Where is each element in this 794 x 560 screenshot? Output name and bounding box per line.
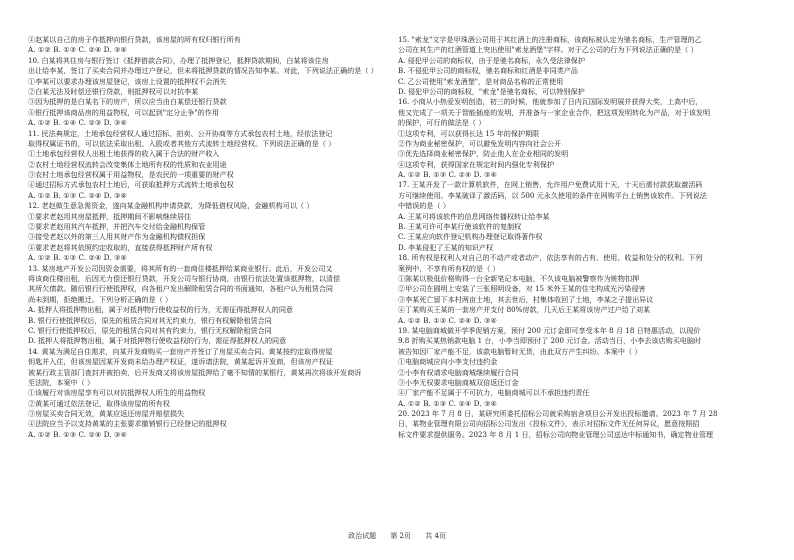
answer-options-line: A. ①② B. ①③ C. ②④ D. ③④ [398, 170, 497, 180]
text-line: D. 抵押人将抵押物出租，属于对抵押物行使收益权的行为，需征得抵押权人的同意 [28, 336, 287, 346]
text-line: 他又完成了一项关于智能插座的发明，并准备与一家企业合作，把这项发明转化为产品，对于该发明 [398, 107, 711, 117]
answer-options-line: A. ①② B. ①④ C. ②③ D. ③④ [28, 118, 127, 128]
footer-page-number: 第 2页 [390, 532, 411, 540]
text-line: ②甲公司在圆明上安装了三张照明设备，对 15 米外王某的住宅构成光污染侵害 [398, 284, 646, 294]
text-line: ③因为抵押的是白某名下的房产，所以应当由白某偿还银行贷款 [28, 97, 227, 107]
text-line: 17. 王某开发了一款计算机软件，在网上销售，允许用户免费试用十天，十天后需付款获取激活码 [398, 180, 703, 190]
text-line: B. 银行行使抵押权后，原先的租赁合同对其无约束力，银行有权解除租赁合同 [28, 315, 272, 325]
text-line: 14. 黄某为满足自住需求，向某开发商购买一套房产并签订了房屋买卖合同。黄某按约定取得房屋 [28, 346, 333, 356]
right-column [398, 35, 776, 440]
text-line: ②要求老赵用其汽车抵押，并把汽车交付给金融机构保管 [28, 222, 206, 232]
text-line: 13. 某房地产开发公司因资金需要，将其所有的一套商住楼抵押给某商业银行。此后，开发公司又 [28, 263, 333, 273]
text-line: ②作为商业秘密保护，可以避免发明内容向社会公开 [398, 138, 562, 148]
text-line: 9.8 折购买某热销款电脑 1 台，小李当即预付了 200 元订金。活动当日，小李去该店购买电脑时 [398, 336, 702, 346]
text-line: 标文件要求提供服务。2023 年 8 月 1 日，招标公司向物业管理公司送达中标通知书，确定物业管理 [398, 429, 714, 439]
text-line: 案例中，不享有所有权的是（ ） [398, 263, 500, 273]
text-line: 钥匙并入住，但该房屋因某开发商未给办理产权证，遂诉请法院，黄某起诉开发商，但该房产权证 [28, 357, 334, 367]
text-line: 10. 白某将其住房与银行签订《抵押借款合同》，办理了抵押登记，抵押贷款期间，白某将该住房 [28, 55, 329, 65]
text-line: ③李某死亡留下本村两亩土地，其去世后，村集体收回了土地，李某之子提出异议 [398, 294, 654, 304]
text-line: 15. "索龙"文字是甲珠酒公司用于其红酒上的注册商标，该商标被认定为驰名商标，生产管理的乙 [398, 35, 702, 44]
text-line: 至法院，本案中（ ） [28, 377, 95, 387]
answer-options-line: A. ①② B. ①③ C. ②④ D. ③④ [28, 429, 127, 439]
text-line: ①电脑商城应向小李支付违约金 [398, 357, 498, 367]
text-line: 其所欠债款。随后银行行使抵押权，向各租户发出解除租赁合同的书面通知，各租户认为租赁合同 [28, 284, 334, 294]
text-line: ①该履行对该房屋享有可以对抗抵押权人所生的用益物权 [28, 388, 206, 398]
text-line: ①陈某以极低价格购得一台全新笔记本电脑，不久该电脑被警察作为赃物扣押 [398, 273, 640, 283]
text-line: 尚未到期，拒绝搬迁。下列分析正确的是（ ） [28, 294, 173, 304]
text-line: 11. 民法典规定，土地承包经营权人通过招标、拍卖、公开协商等方式承包农村土地，经依法登记 [28, 128, 333, 138]
text-line: 方可继续使用。李某破译了激活码，以 500 元永久使用的条件在网购平台上销售该软件。下列说法 [398, 190, 707, 200]
answer-options-line: A. ①② B. ①③ C. ②④ D. ③④ [28, 45, 127, 55]
answer-options-line: A. ①② B. ①③ C. ②④ D. ③④ [398, 398, 497, 408]
text-line: ③房屋买卖合同无效，黄某应返还房屋并赔偿损失 [28, 409, 185, 419]
text-line: A. 抵押人将抵押物出租，属于对抵押物行使收益权的行为，无需征得抵押权人的同意 [28, 305, 294, 315]
text-line: B. 王某可许可李某行使该软件的复制权 [398, 222, 522, 232]
answer-options-line: A. ①② B. ①③ C. ②④ D. ③④ [28, 253, 127, 263]
text-line: ①这项专利，可以获得长达 15 年的保护期限 [398, 128, 540, 138]
text-line: ④银行抵押该商品房的用益物权，可以起到"定分止争"的作用 [28, 107, 219, 117]
answer-options-line: A. ①② B. ①③ C. ②④ D. ③④ [398, 315, 497, 325]
text-line: 将该商住楼出租，后因无力偿还银行贷款，开发公司与银行协商，由银行依法处置该抵押物，以清偿 [28, 273, 341, 283]
text-line: ②黄某可通过依法登记，取得该房屋的所有权 [28, 398, 170, 408]
text-line: 12. 老赵做生意急需资金，遂向某金融机构申请贷款，为降低借权风险，金融机构可以（ ） [28, 201, 314, 211]
text-line: 被告知因厂家产能不足，该款电脑暂时无货，由此双方产生纠纷。本案中（ ） [398, 346, 642, 356]
text-line: 日，某物业管理有限公司向招标公司发出《投标文件》，表示对招标文件无任何异议，愿意按照招 [398, 419, 700, 429]
text-line: D. 侵犯甲公司的商标权，"索龙"是驰名商标，可以特别保护 [398, 86, 585, 96]
text-line: 取得权属证书的，可以依法采取出租、入股或者其他方式流转土地经营权。下列说法正确的是（ ） [28, 138, 336, 148]
text-line: ④法院应当予以支持黄某的主张要求撤销银行已经登记的抵押权 [28, 419, 227, 429]
text-line: ③接受老赵以外的第三人用其财产作为金融机构债权担保 [28, 232, 206, 242]
text-line: C. 王某应向软件登记机构办理登记取得著作权 [398, 232, 543, 242]
text-line: ④赵某以自己的房子作抵押向银行贷款，该房屋的所有权归银行所有 [28, 35, 241, 44]
text-line: C. 银行行使抵押权后，原先的租赁合同对其有约束力，银行无权解除租赁合同 [28, 325, 272, 335]
text-line: 16. 小商从小热爱发明创造，初三的时候，他就参加了日内瓦国际发明展并获得大奖，上高中后， [398, 97, 703, 107]
text-line: ②白某无法及时偿还银行贷款，则抵押权可以对抗李某 [28, 86, 199, 96]
text-line: ④厂家产能不足属于不可抗力，电脑商城可以不承担违约责任 [398, 388, 590, 398]
text-line: 18. 所有权是权利人对自己的不动产或者动产，依法享有的占有、使用、收益和处分的权利。下列 [398, 253, 703, 263]
text-line: B. 不侵犯甲公司的商标权，驰名商标和红酒是非同类产品 [398, 66, 578, 76]
text-line: ③农村土地承包经营权属于用益物权，是农民的一项重要的财产权 [28, 170, 234, 180]
text-line: ④丁某购买王某的一套房产并支付 80%房款，几天后王某将该房产过户给了刘某 [398, 305, 651, 315]
text-line: 被某行政主管部门查封并被拍卖，后开发商又将该房屋抵押给了毫不知情的某银行，黄某再次将该开发商诉 [28, 367, 362, 377]
text-line: A. 王某可将该软件的信息网络传播权转让给李某 [398, 211, 550, 221]
text-line: 19. 某电脑商城做开学季促销方案，预付 200 元订金即可享受本年 8 月 18 日特惠活动，以现价 [398, 325, 701, 335]
text-line: ④这项专利，获得国家在规定时间内强化专利保护 [398, 159, 555, 169]
text-line: 20. 2023 年 7 月 8 日，某研究所委托招标公司就采购宿舍项目公开发出投标邀请。2023 年 7 月 28 [398, 409, 718, 419]
text-line: ①土地承包经营权人出租土地获得的收入属于合法的财产收入 [28, 149, 220, 159]
text-line: C. 乙公司使用"索龙酒堡"，是对商品名称的正常使用 [398, 76, 564, 86]
answer-options-line: A. ①② B. ①③ C. ②④ D. ③④ [28, 190, 127, 200]
text-line: ②小李有权请求电脑商城继续履行合同 [398, 367, 519, 377]
page-footer [0, 530, 794, 542]
text-line: ③小李无权要求电脑商城双倍返还订金 [398, 377, 519, 387]
footer-total-pages: 共 4页 [425, 532, 446, 540]
text-line: D. 李某侵犯了王某的知识产权 [398, 242, 494, 252]
text-line: 出让给李某，签订了买卖合同并办理过户登记，但未将抵押贷款的情况告知李某。对此，下列说法正确的是（ ） [28, 66, 378, 76]
text-line: A. 侵犯甲公司的商标权，由于是驰名商标，永久受法律保护 [398, 55, 585, 65]
left-column [28, 35, 406, 440]
text-line: 中错误的是（ ） [398, 201, 450, 211]
text-line: ②农村土地经营权流转会改变集体土地所有权的性质和农业用途 [28, 159, 227, 169]
text-line: ①要求老赵用其房屋抵押，抵押期间不影响继续居住 [28, 211, 192, 221]
text-line: 公司在其生产的红酒管道上突出使用"索龙酒堡"字样。对于乙公司的行为下列说法正确的是（ ） [398, 45, 698, 55]
text-line: ④要求老赵将其依照约定收取的，直接获得抵押财产所有权 [28, 242, 213, 252]
text-line: ③优先选择商业秘密保护，防止他人在企业相同的发明 [398, 149, 569, 159]
text-line: ④通过招标方式承包农村土地后，可获取抵押方式流转土地承包权 [28, 180, 234, 190]
text-line: ①李某可以要求办理该房屋登记，该房上设置的抵押权不会消失 [28, 76, 227, 86]
footer-subject: 政治试题 [348, 532, 377, 540]
text-line: 的保护，可行的做法是（ ） [398, 118, 486, 128]
